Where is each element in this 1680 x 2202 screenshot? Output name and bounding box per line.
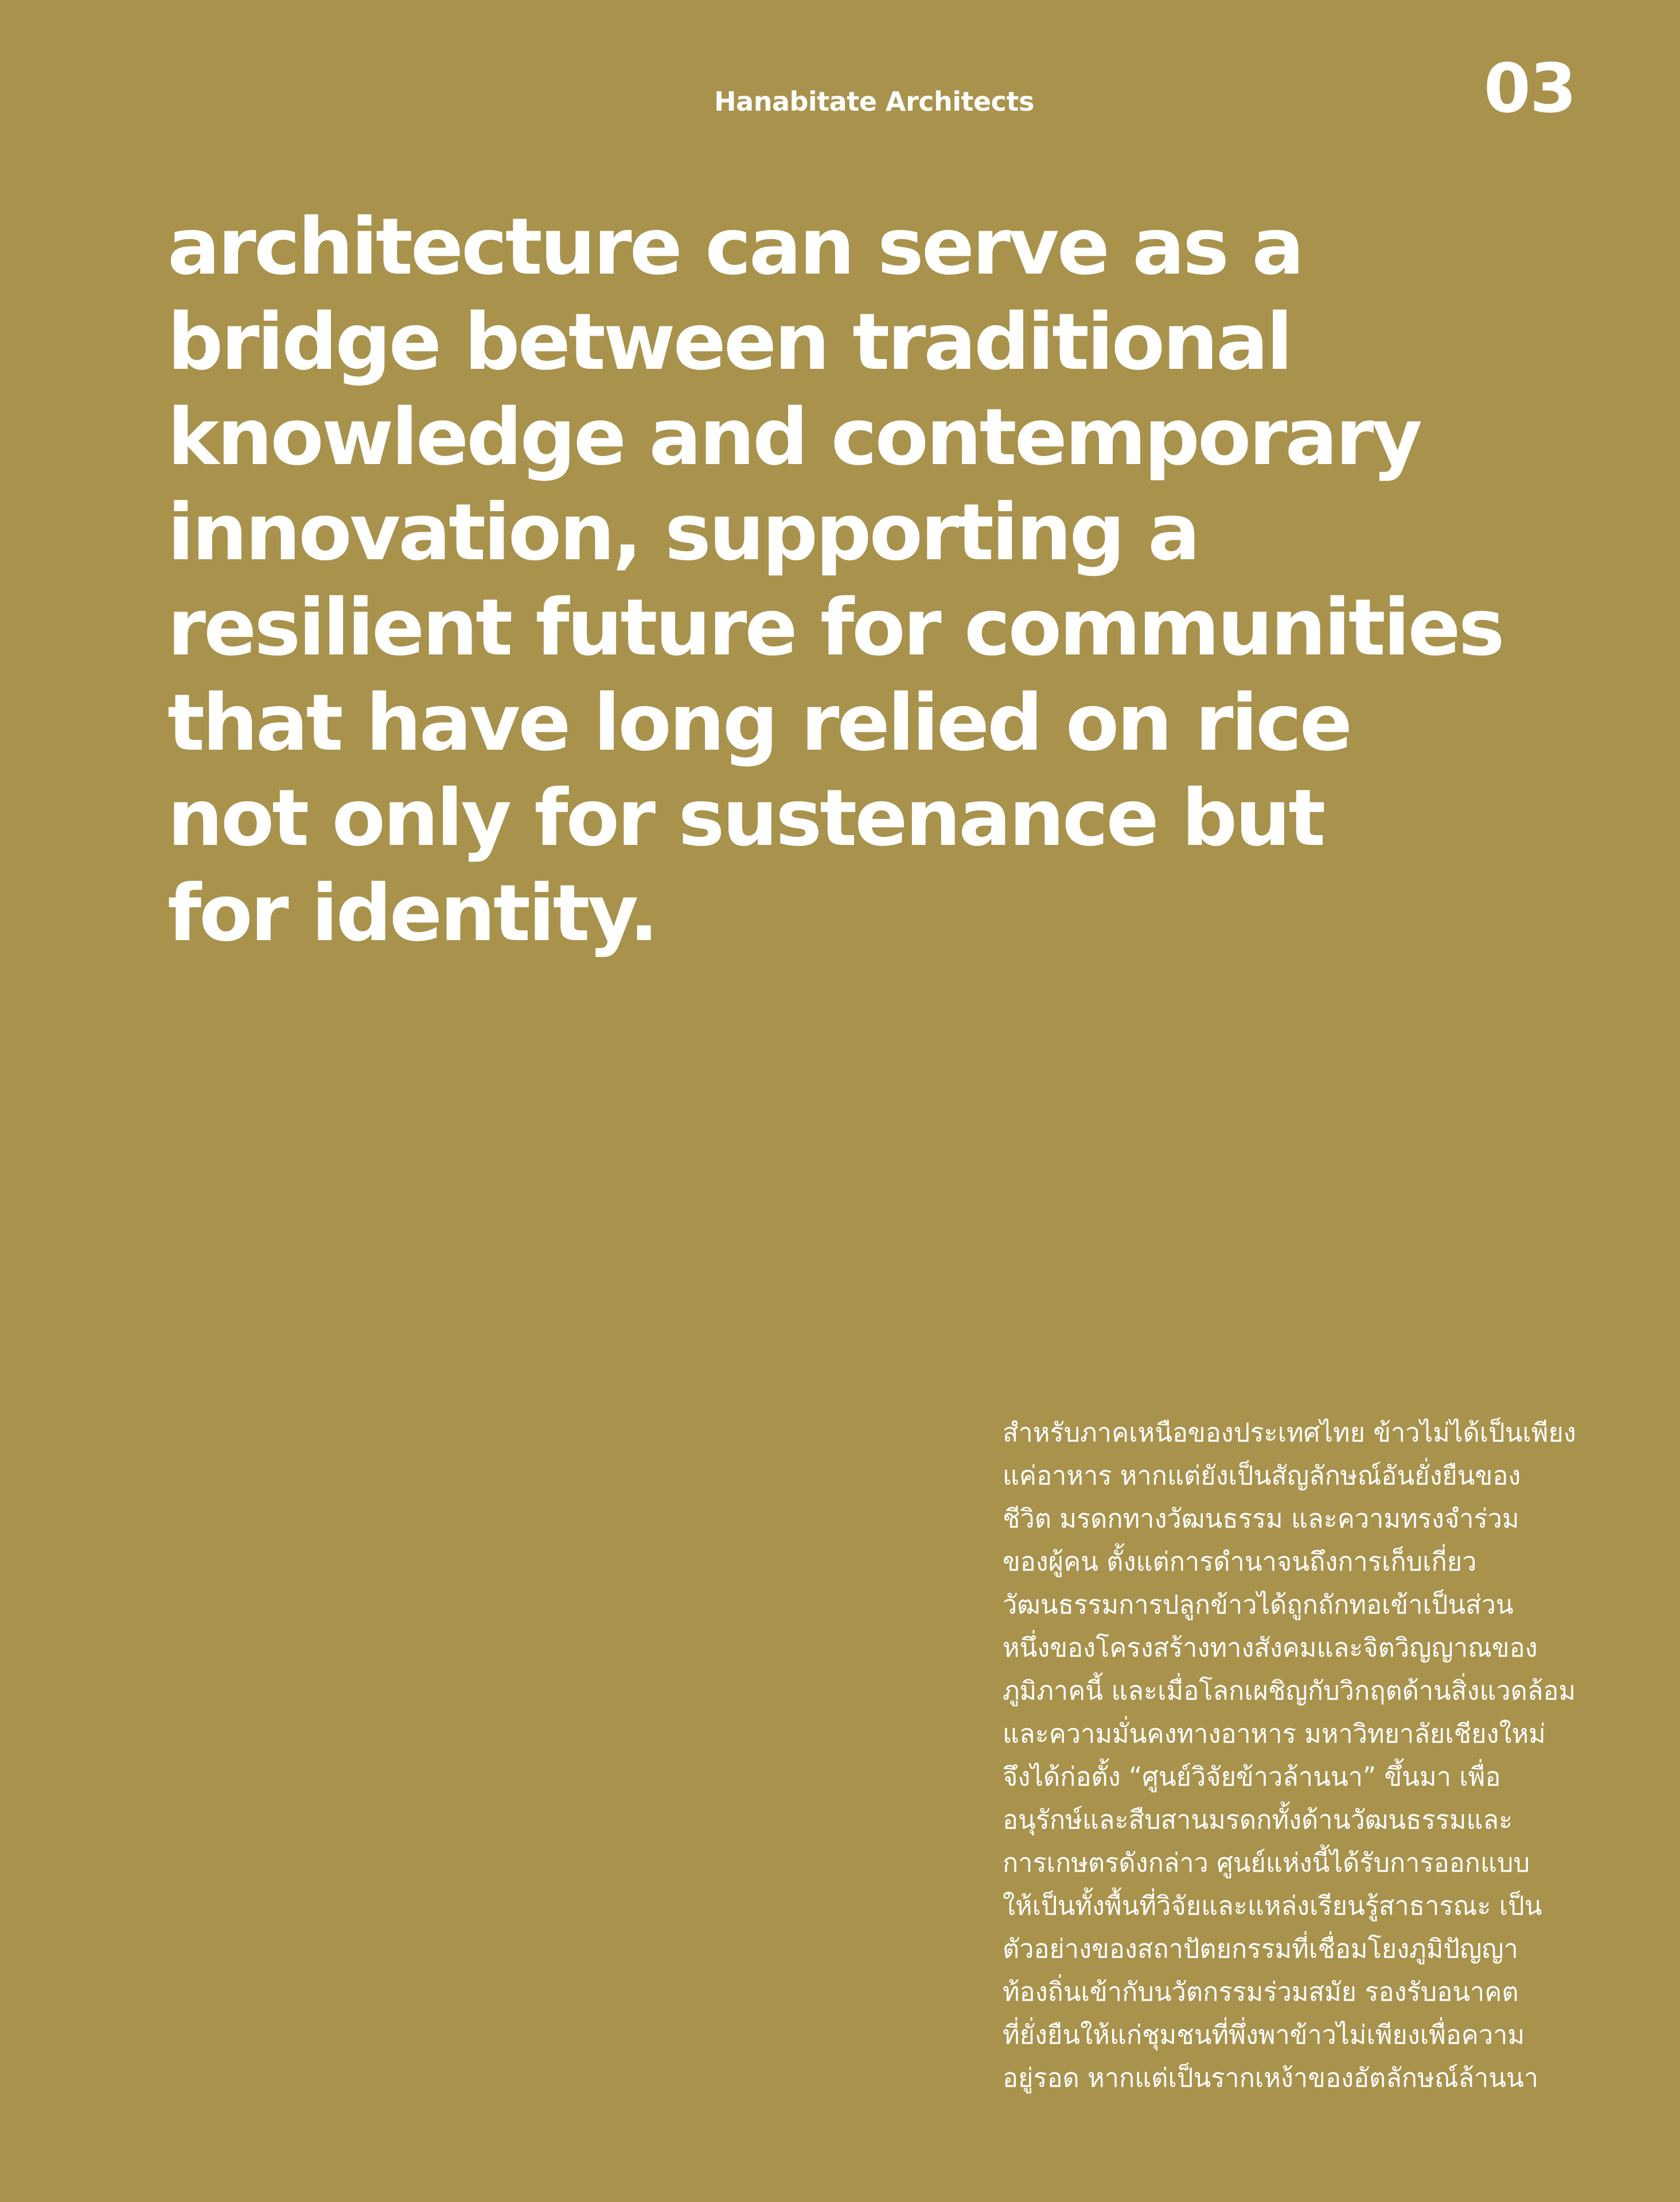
body-line: ให้เป็นทั้งพื้นที่วิจัยและแหล่งเรียนรู้สาธารณะ เป็น bbox=[1003, 1891, 1542, 1921]
body-line: ตัวอย่างของสถาปัตยกรรมที่เชื่อมโยงภูมิปัญญา bbox=[1003, 1934, 1518, 1964]
headline-line: bridge between traditional bbox=[167, 297, 1291, 388]
body-line: วัฒนธรรมการปลูกข้าวได้ถูกถักทอเข้าเป็นส่วน bbox=[1003, 1589, 1514, 1620]
thai-body-paragraph bbox=[1003, 1411, 1588, 2099]
headline-line: knowledge and contemporary bbox=[167, 392, 1420, 483]
body-line: การเกษตรดังกล่าว ศูนย์แห่งนี้ได้รับการออกแบบ bbox=[1003, 1848, 1530, 1878]
body-line: อยู่รอด หากแต่เป็นรากเหง้าของอัตลักษณ์ล้านนา bbox=[1003, 2063, 1539, 2093]
body-line: ของผู้คน ตั้งแต่การดำนาจนถึงการเก็บเกี่ยว bbox=[1003, 1546, 1477, 1577]
body-line: ชีวิต มรดกทางวัฒนธรรม และความทรงจำร่วม bbox=[1003, 1503, 1519, 1534]
body-line: จึงได้ก่อตั้ง “ศูนย์วิจัยข้าวล้านนา” ขึ้นมา เพื่อ bbox=[1003, 1761, 1501, 1792]
body-line: ท้องถิ่นเข้ากับนวัตกรรมร่วมสมัย รองรับอนาคต bbox=[1003, 1977, 1519, 2007]
body-line: อนุรักษ์และสืบสานมรดกทั้งด้านวัฒนธรรมและ bbox=[1003, 1805, 1513, 1835]
body-line: ที่ยั่งยืนให้แก่ชุมชนที่พึ่งพาข้าวไม่เพียงเพื่อความ bbox=[1003, 2020, 1525, 2050]
body-line: และความมั่นคงทางอาหาร มหาวิทยาลัยเชียงใหม่ bbox=[1003, 1718, 1546, 1749]
headline-line: architecture can serve as a bbox=[167, 202, 1303, 293]
headline-line: innovation, supporting a bbox=[167, 488, 1198, 578]
headline-line: not only for sustenance but bbox=[167, 773, 1324, 864]
page-number: 03 bbox=[1483, 49, 1576, 128]
headline-quote bbox=[167, 200, 1590, 961]
body-line: แค่อาหาร หากแต่ยังเป็นสัญลักษณ์อันยั่งยืนของ bbox=[1003, 1460, 1521, 1491]
headline-line: that have long relied on rice bbox=[167, 678, 1350, 769]
body-line: ภูมิภาคนี้ และเมื่อโลกเผชิญกับวิกฤตด้านสิ่งแวดล้อม bbox=[1003, 1675, 1576, 1706]
headline-line: for identity. bbox=[167, 868, 657, 959]
brand-name: Hanabitate Architects bbox=[714, 86, 1034, 117]
body-line: สำหรับภาคเหนือของประเทศไทย ข้าวไม่ได้เป็นเพียง bbox=[1003, 1417, 1576, 1448]
headline-line: resilient future for communities bbox=[167, 583, 1503, 673]
body-line: หนึ่งของโครงสร้างทางสังคมและจิตวิญญาณของ bbox=[1003, 1632, 1538, 1663]
